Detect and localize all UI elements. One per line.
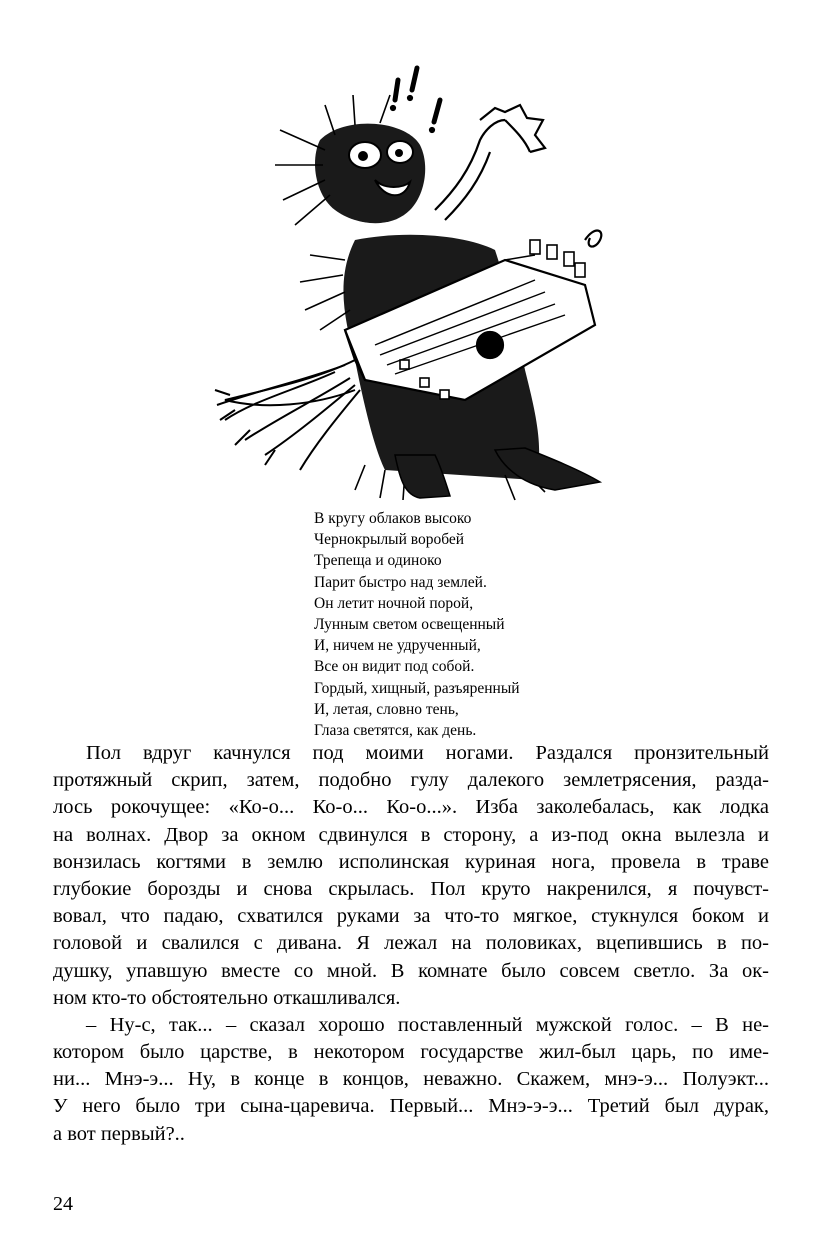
text-line: глубокие борозды и снова скрылась. Пол круто накренился, я почувст- bbox=[53, 877, 769, 900]
text-line: на волнах. Двор за окном сдвинулся в сторону, а из-под окна вылезла и bbox=[53, 823, 769, 846]
text-line: Пол вдруг качнулся под моими ногами. Раздался пронзительный bbox=[86, 742, 769, 764]
text-line: головой и свалился с дивана. Я лежал на половиках, вцепившись в по- bbox=[53, 932, 769, 955]
poem-line: Лунным светом освещенный bbox=[314, 616, 505, 634]
text-line: лось рокочущее: «Ко-о... Ко-о... Ко-о...». Изба заколебалась, как лодка bbox=[53, 796, 769, 819]
poem-line: Глаза светятся, как день. bbox=[314, 722, 477, 740]
text-line: ном кто-то обстоятельно откашливался. bbox=[53, 986, 401, 1009]
cat-playing-gusli-illustration bbox=[205, 60, 625, 505]
poem-line: Гордый, хищный, разъяренный bbox=[314, 679, 520, 697]
poem-line: Парит быстро над землей. bbox=[314, 573, 487, 591]
text-line: а вот первый?.. bbox=[53, 1122, 185, 1145]
exclamation-marks-icon bbox=[390, 68, 440, 133]
text-line: вонзилась когтями в землю исполинская куриная нога, провела в траве bbox=[53, 850, 769, 873]
poem-line: И, летая, словно тень, bbox=[314, 700, 459, 718]
cat-head bbox=[315, 124, 425, 224]
cat-tail bbox=[215, 360, 360, 470]
page-number: 24 bbox=[53, 1193, 73, 1215]
text-line: вовал, что падаю, схватился руками за что-то мягкое, стукнулся боком и bbox=[53, 905, 769, 928]
poem-line: Он летит ночной порой, bbox=[314, 594, 474, 612]
text-line: душку, упавшую вместе со мной. В комнате было совсем светло. За ок- bbox=[53, 959, 769, 982]
text-line: – Ну-с, так... – сказал хорошо поставленный мужской голос. – В не- bbox=[86, 1013, 769, 1036]
text-line: У него было три сына-царевича. Первый... Мнэ-э-э... Третий был дурак, bbox=[53, 1095, 769, 1118]
poem-line: В кругу облаков высоко bbox=[314, 510, 472, 527]
poem-line: Чернокрылый воробей bbox=[314, 531, 465, 549]
text-line: протяжный скрип, затем, подобно гулу далекого землетрясения, разда- bbox=[53, 769, 769, 792]
poem-line: Трепеща и одиноко bbox=[314, 552, 442, 570]
poem-line: Все он видит под собой. bbox=[314, 658, 475, 676]
text-line: ни... Мнэ-э... Ну, в конце в концов, неважно. Скажем, мнэ-э... Полуэкт... bbox=[53, 1068, 769, 1091]
poem-line: И, ничем не удрученный, bbox=[314, 637, 481, 655]
cat-raised-arm bbox=[435, 105, 545, 220]
poem bbox=[314, 508, 520, 741]
body-text bbox=[53, 740, 769, 1148]
text-line: котором было царстве, в некотором государстве жил-был царь, по име- bbox=[53, 1041, 769, 1064]
